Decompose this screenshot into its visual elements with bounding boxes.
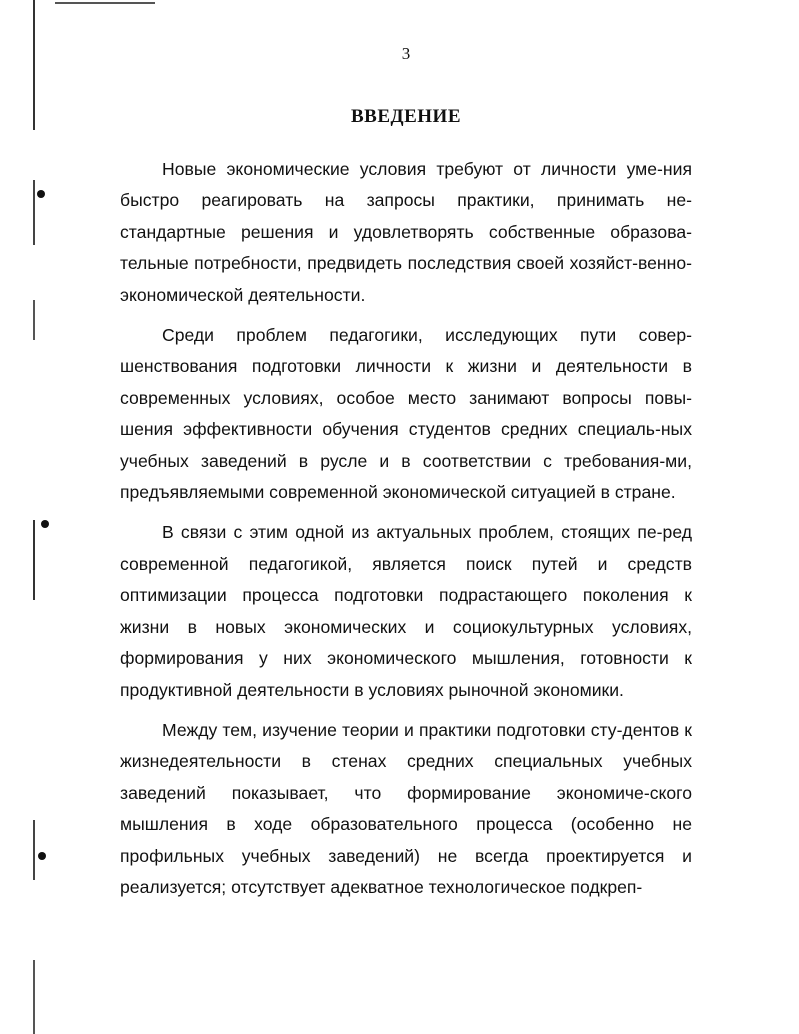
paragraph: Между тем, изучение теории и практики подготовки сту-дентов к жизнедеятельности в стенах средних специальных учебных заведений показывает, что формирование экономиче-ского мышления в ходе образовательного процесса (особенно не профильных учебных заведений) не всегда проектируется и реализуется; отсутствует адекватное технологическое подкреп-: [120, 719, 692, 897]
document-body: [120, 154, 692, 912]
scan-border-top: [55, 2, 155, 4]
punch-hole-mark: [37, 190, 45, 198]
paragraph: В связи с этим одной из актуальных проблем, стоящих пе-ред современной педагогикой, является поиск путей и средств оптимизации процесса подготовки подрастающего поколения к жизни в новых экономических и социокультурных условиях, формирования у них экономического мышления, готовности к продуктивной деятельности в условиях рыночной экономики.: [120, 522, 692, 700]
page-number: 3: [401, 44, 411, 63]
section-heading: ВВЕДЕНИЕ: [351, 106, 461, 127]
paragraph: Среди проблем педагогики, исследующих пути совер-шенствования подготовки личности к жизни и деятельности в современных условиях, особое место занимают вопросы повы-шения эффективности обучения студентов средних специаль-ных учебных заведений в русле и в соответствии с требования-ми, предъявляемыми современной экономической ситуацией в стране.: [120, 325, 692, 503]
punch-hole-mark: [38, 852, 46, 860]
scan-border-left: [33, 0, 35, 1034]
paragraph: Новые экономические условия требуют от личности уме-ния быстро реагировать на запросы практики, принимать не-стандартные решения и удовлетворять собственные образова-тельные потребности, предвидеть последствия своей хозяйст-венно-экономической деятельности.: [120, 159, 692, 305]
punch-hole-mark: [41, 520, 49, 528]
